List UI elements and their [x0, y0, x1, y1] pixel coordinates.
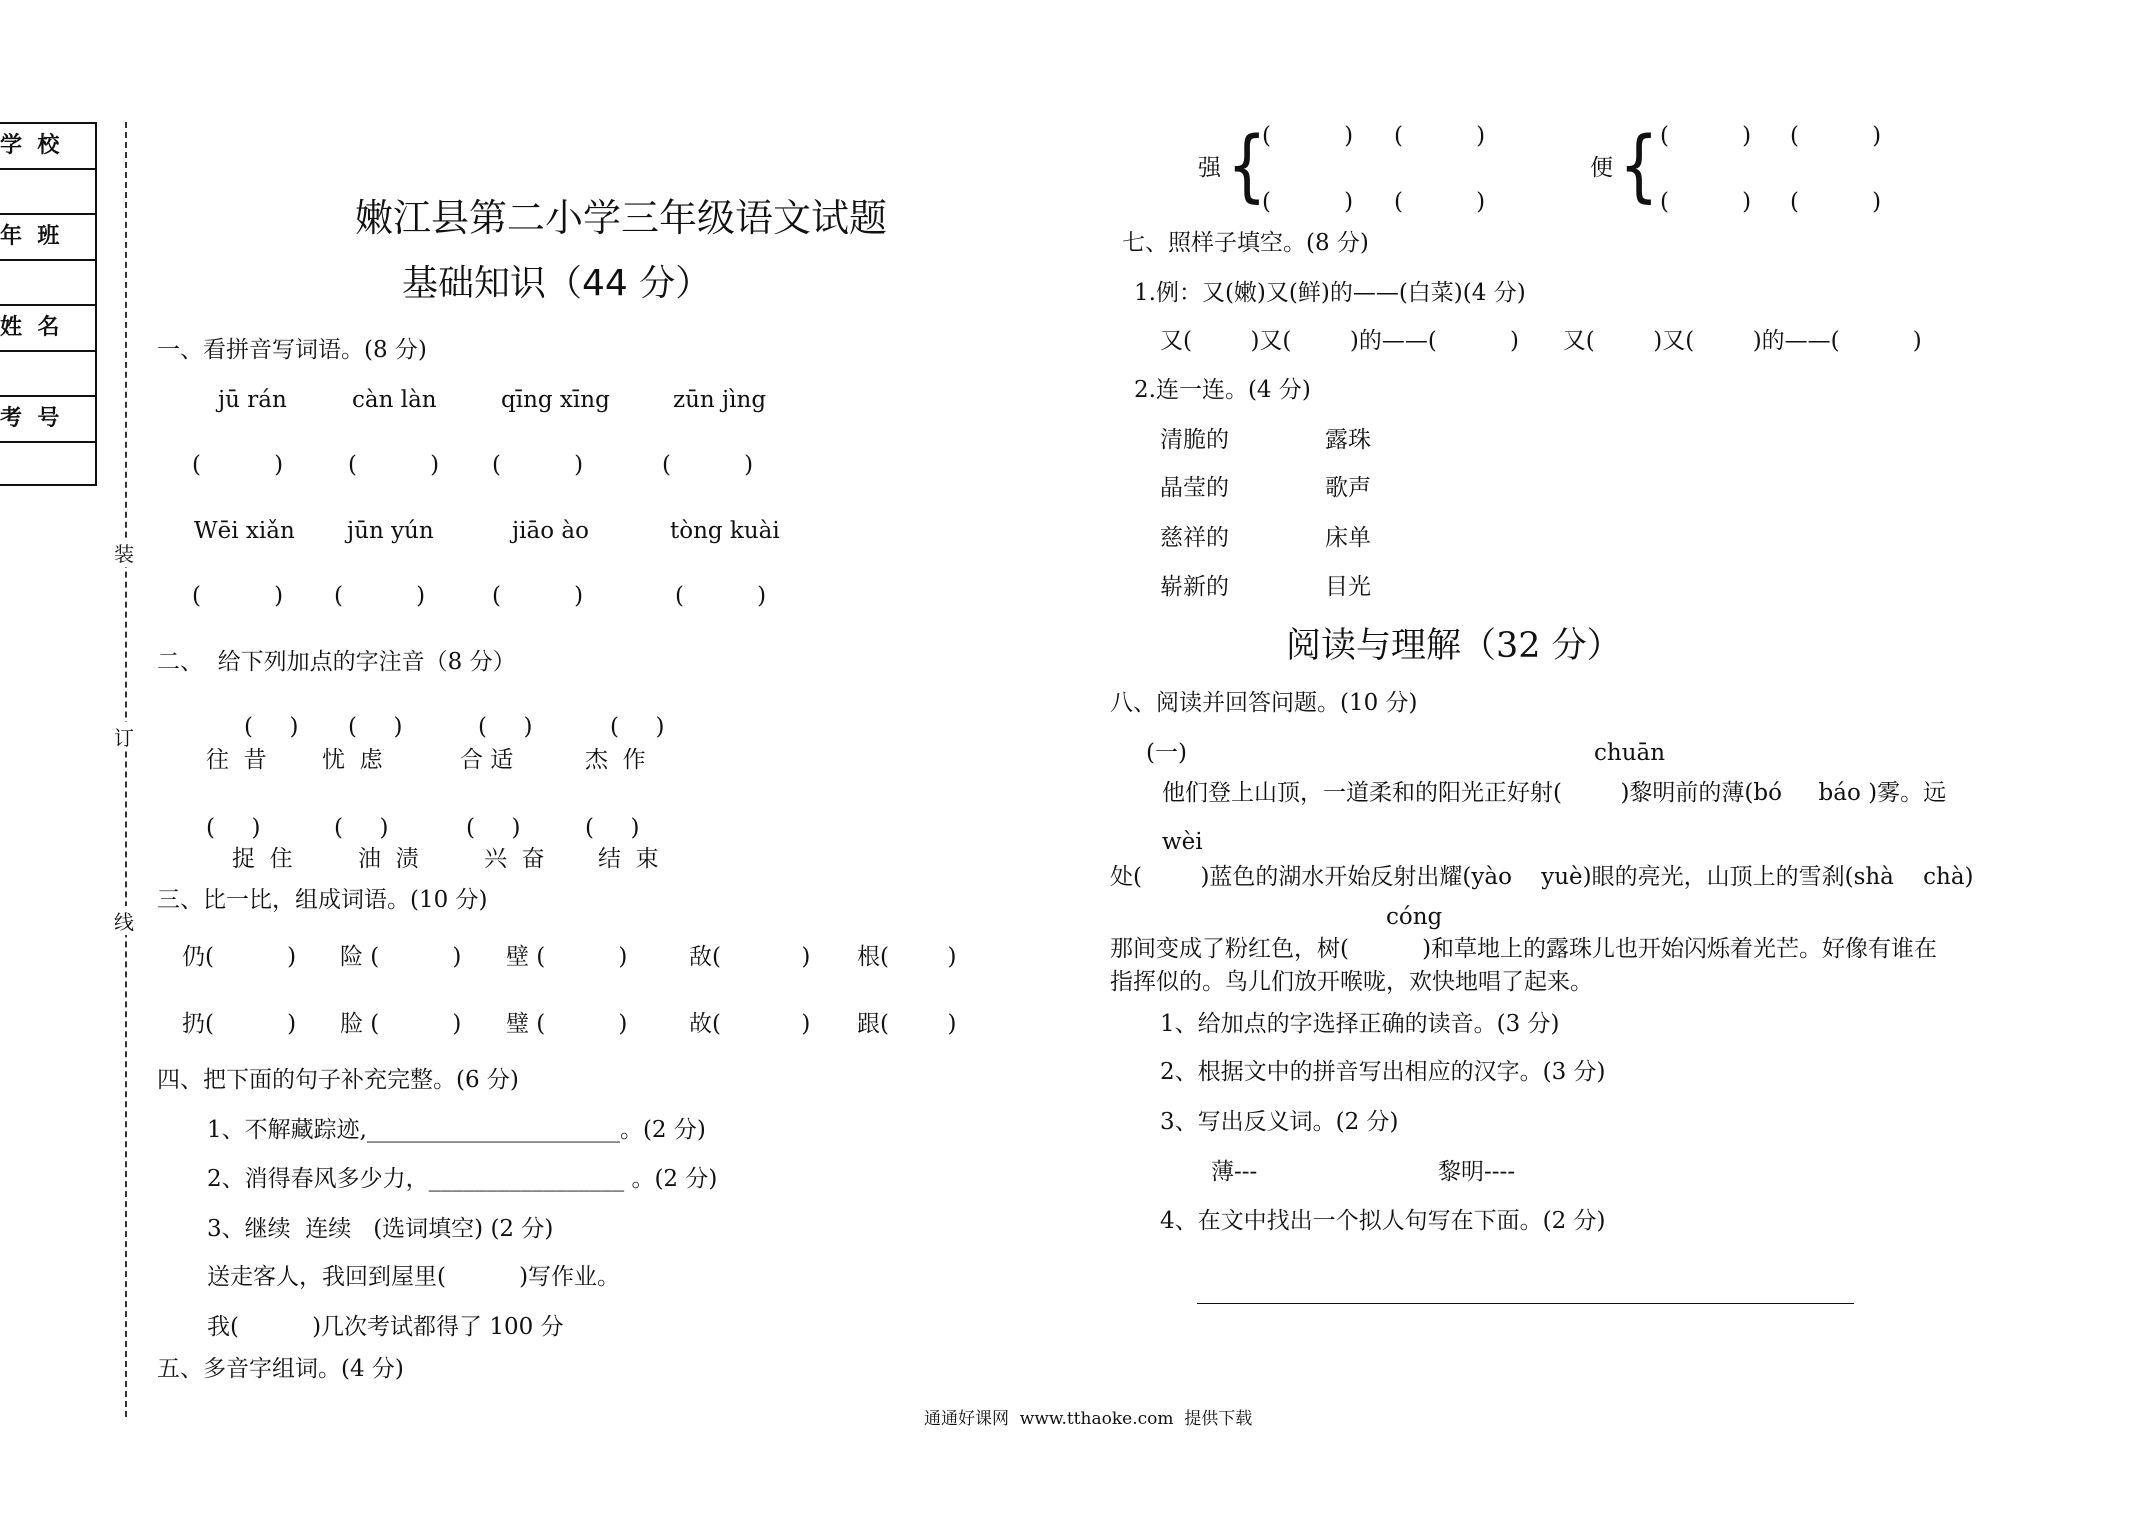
- answer-blank[interactable]: ( ): [610, 714, 665, 740]
- word-blank[interactable]: 故( ): [689, 1011, 811, 1037]
- page-title: 嫩江县第二小学三年级语文试题: [355, 196, 888, 240]
- question[interactable]: 我( )几次考试都得了 100 分: [207, 1314, 564, 1340]
- antonym-item[interactable]: 薄---: [1211, 1159, 1258, 1185]
- answer-blank[interactable]: ( ): [1394, 189, 1486, 215]
- reading-title: 阅读与理解（32 分）: [1286, 626, 1622, 666]
- answer-blank[interactable]: ( ): [334, 583, 426, 609]
- pinyin: jūn yún: [347, 518, 434, 544]
- word-blank[interactable]: 根( ): [857, 944, 957, 970]
- answer-blank[interactable]: ( ): [1262, 123, 1354, 149]
- pinyin: jū rán: [218, 387, 287, 413]
- s7-heading: 七、照样子填空。(8 分): [1122, 230, 1369, 256]
- polyphone-char: 强: [1198, 155, 1221, 181]
- pinyin-hint: cóng: [1386, 904, 1443, 930]
- match-left[interactable]: 崭新的: [1160, 574, 1229, 600]
- answer-blank[interactable]: ( ): [348, 452, 440, 478]
- question: 3、写出反义词。(2 分): [1160, 1109, 1399, 1135]
- brace-icon: {: [1226, 121, 1267, 211]
- passage-label: (一): [1146, 740, 1187, 766]
- question: 2、根据文中的拼音写出相应的汉字。(3 分): [1160, 1059, 1606, 1085]
- pinyin: càn làn: [352, 387, 437, 413]
- answer-blank[interactable]: ( ): [675, 583, 767, 609]
- name-field[interactable]: [0, 352, 95, 398]
- question[interactable]: 1、不解藏踪迹,______________________。(2 分): [207, 1117, 706, 1143]
- brace-icon: {: [1618, 121, 1659, 211]
- match-left[interactable]: 晶莹的: [1160, 475, 1229, 501]
- binding-mark: 订: [114, 722, 134, 751]
- number-label: 考 号: [0, 397, 95, 443]
- s3-heading: 三、比一比，组成词语。(10 分): [157, 887, 488, 913]
- answer-blank[interactable]: ( ): [1790, 189, 1882, 215]
- binding-mark: 装: [114, 538, 134, 567]
- match-right[interactable]: 露珠: [1325, 427, 1371, 453]
- answer-blank[interactable]: ( ): [1660, 189, 1752, 215]
- answer-blank[interactable]: ( ): [192, 452, 284, 478]
- answer-blank[interactable]: ( ): [206, 815, 261, 841]
- word-blank[interactable]: 跟( ): [857, 1011, 957, 1037]
- s5-heading: 五、多音字组词。(4 分): [157, 1356, 404, 1382]
- answer-blank[interactable]: ( ): [466, 815, 521, 841]
- word-blank[interactable]: 扔( ): [182, 1011, 297, 1037]
- student-info-box: [0, 122, 97, 486]
- number-field[interactable]: [0, 443, 95, 489]
- pinyin-hint: chuān: [1594, 740, 1666, 766]
- question: 1、给加点的字选择正确的读音。(3 分): [1160, 1011, 1560, 1037]
- question: 3、继续 连续 (选词填空) (2 分): [207, 1216, 554, 1242]
- binding-mark: 线: [114, 906, 134, 935]
- fill-row[interactable]: 又( )又( )的——( ) 又( )又( )的——( ): [1160, 328, 1922, 354]
- match-left[interactable]: 清脆的: [1160, 427, 1229, 453]
- pinyin: qīng xīng: [501, 387, 610, 413]
- word: 结 束: [598, 846, 659, 872]
- word-blank[interactable]: 脸 ( ): [340, 1011, 462, 1037]
- section-title: 基础知识（44 分）: [402, 263, 712, 304]
- answer-blank[interactable]: ( ): [192, 583, 284, 609]
- footer-credit: 通通好课网 www.tthaoke.com 提供下载: [924, 1409, 1253, 1429]
- word: 兴 奋: [484, 846, 545, 872]
- class-label: 年 班: [0, 215, 95, 261]
- answer-blank[interactable]: ( ): [478, 714, 533, 740]
- answer-blank[interactable]: ( ): [348, 714, 403, 740]
- word: 捉 住: [232, 846, 293, 872]
- answer-blank[interactable]: ( ): [244, 714, 299, 740]
- word-blank[interactable]: 仍( ): [182, 944, 297, 970]
- word-blank[interactable]: 璧 ( ): [506, 1011, 628, 1037]
- passage-line[interactable]: 他们登上山顶，一道柔和的阳光正好射( )黎明前的薄(bó báo )雾。远: [1162, 780, 1947, 806]
- answer-blank[interactable]: ( ): [585, 815, 640, 841]
- question[interactable]: 2、消得春风多少力，_________________ 。(2 分): [207, 1166, 718, 1192]
- s1-heading: 一、看拼音写词语。(8 分): [157, 337, 427, 363]
- pinyin: tòng kuài: [670, 518, 780, 544]
- word-blank[interactable]: 险 ( ): [340, 944, 462, 970]
- answer-blank[interactable]: ( ): [492, 583, 584, 609]
- s8-heading: 八、阅读并回答问题。(10 分): [1110, 690, 1418, 716]
- match-right[interactable]: 歌声: [1325, 475, 1371, 501]
- answer-blank[interactable]: ( ): [1262, 189, 1354, 215]
- word: 合 适: [460, 747, 514, 773]
- pinyin: Wēi xiǎn: [194, 518, 295, 544]
- answer-blank[interactable]: ( ): [492, 452, 584, 478]
- word: 油 渍: [358, 846, 419, 872]
- question: 4、在文中找出一个拟人句写在下面。(2 分): [1160, 1208, 1606, 1234]
- s4-heading: 四、把下面的句子补充完整。(6 分): [157, 1067, 519, 1093]
- pinyin: zūn jìng: [673, 387, 767, 413]
- match-left[interactable]: 慈祥的: [1160, 525, 1229, 551]
- passage-line: 指挥似的。鸟儿们放开喉咙，欢快地唱了起来。: [1110, 969, 1593, 995]
- antonym-item[interactable]: 黎明----: [1438, 1159, 1516, 1185]
- answer-blank[interactable]: ( ): [1660, 123, 1752, 149]
- question[interactable]: 送走客人，我回到屋里( )写作业。: [207, 1264, 621, 1290]
- school-field[interactable]: [0, 170, 95, 216]
- match-right[interactable]: 床单: [1325, 525, 1371, 551]
- word: 往 昔: [206, 747, 267, 773]
- word-blank[interactable]: 壁 ( ): [506, 944, 628, 970]
- school-label: 学 校: [0, 124, 95, 170]
- word: 忧 虑: [322, 747, 383, 773]
- answer-line[interactable]: [1197, 1303, 1854, 1304]
- answer-blank[interactable]: ( ): [1394, 123, 1486, 149]
- answer-blank[interactable]: ( ): [334, 815, 389, 841]
- answer-blank[interactable]: ( ): [1790, 123, 1882, 149]
- match-heading: 2.连一连。(4 分): [1134, 377, 1311, 403]
- pinyin: jiāo ào: [512, 518, 589, 544]
- name-label: 姓 名: [0, 306, 95, 352]
- word: 杰 作: [585, 747, 646, 773]
- class-field[interactable]: [0, 261, 95, 307]
- word-blank[interactable]: 敌( ): [689, 944, 811, 970]
- pinyin-hint: wèi: [1162, 829, 1203, 855]
- passage-line[interactable]: 处( )蓝色的湖水开始反射出耀(yào yuè)眼的亮光，山顶上的雪刹(shà chà): [1110, 864, 1974, 890]
- polyphone-char: 便: [1590, 155, 1613, 181]
- example: 1.例：又(嫩)又(鲜)的——(白菜)(4 分): [1134, 280, 1526, 306]
- binding-line: [125, 122, 127, 1417]
- answer-blank[interactable]: ( ): [662, 452, 754, 478]
- passage-line[interactable]: 那间变成了粉红色，树( )和草地上的露珠儿也开始闪烁着光芒。好像有谁在: [1110, 936, 1938, 962]
- s2-heading: 二、 给下列加点的字注音（8 分）: [157, 649, 516, 675]
- match-right[interactable]: 目光: [1325, 574, 1371, 600]
